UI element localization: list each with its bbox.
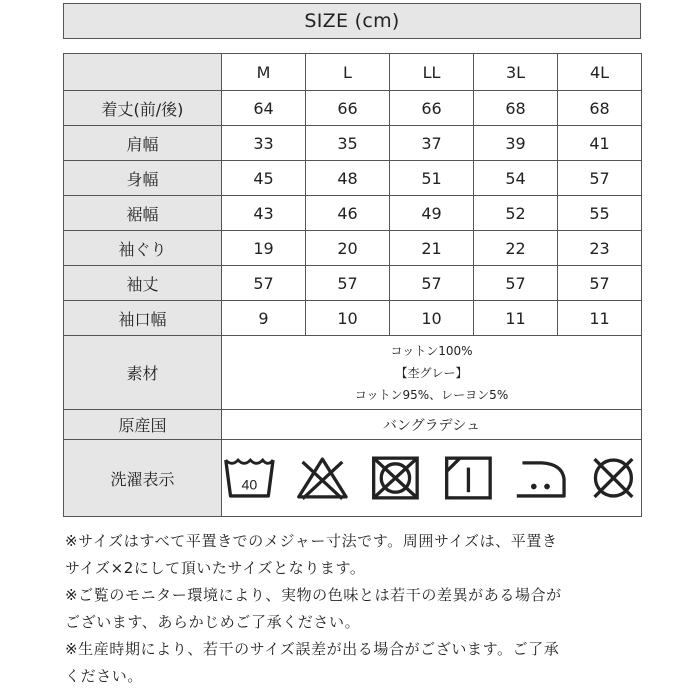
row-label: 身幅	[64, 161, 222, 196]
size-column-header: M	[222, 54, 306, 91]
measurement-cell: 33	[222, 126, 306, 161]
measurement-cell: 43	[222, 196, 306, 231]
material-line: 【杢グレー】	[395, 365, 468, 380]
measurement-cell: 66	[390, 91, 474, 126]
table-row	[64, 126, 642, 161]
no-bleach-icon	[295, 453, 350, 503]
measurement-cell: 57	[474, 266, 558, 301]
measurement-cell: 23	[558, 231, 642, 266]
row-label: 着丈(前/後)	[64, 91, 222, 126]
measurement-cell: 54	[474, 161, 558, 196]
table-row	[64, 301, 642, 336]
measurement-cell: 48	[306, 161, 390, 196]
header-corner-cell	[64, 54, 222, 91]
measurement-cell: 57	[222, 266, 306, 301]
row-label: 裾幅	[64, 196, 222, 231]
measurement-cell: 57	[306, 266, 390, 301]
size-column-header: L	[306, 54, 390, 91]
material-cell	[222, 336, 642, 410]
measurement-cell: 11	[558, 301, 642, 336]
measurement-cell: 37	[390, 126, 474, 161]
row-label: 袖ぐり	[64, 231, 222, 266]
table-row	[64, 161, 642, 196]
table-row	[64, 91, 642, 126]
row-label: 袖丈	[64, 266, 222, 301]
measurement-cell: 64	[222, 91, 306, 126]
measurement-cell: 9	[222, 301, 306, 336]
origin-label: 原産国	[64, 410, 222, 440]
size-column-header: 4L	[558, 54, 642, 91]
measurement-cell: 20	[306, 231, 390, 266]
iron-medium-icon	[513, 453, 568, 503]
material-row	[64, 336, 642, 410]
measurement-cell: 10	[390, 301, 474, 336]
material-line: コットン95%、レーヨン5%	[354, 387, 509, 402]
measurement-cell: 21	[390, 231, 474, 266]
wash-temperature-label: 40	[241, 477, 258, 494]
size-column-header: LL	[390, 54, 474, 91]
table-row	[64, 196, 642, 231]
wash-40-icon	[222, 453, 277, 503]
measurement-cell: 39	[474, 126, 558, 161]
note-line: ございます、あらかじめご了承ください。	[65, 613, 361, 631]
measurement-cell: 68	[474, 91, 558, 126]
size-table	[63, 53, 642, 517]
measurement-cell: 68	[558, 91, 642, 126]
measurement-cell: 45	[222, 161, 306, 196]
row-label: 肩幅	[64, 126, 222, 161]
row-label: 袖口幅	[64, 301, 222, 336]
note-line: ※生産時期により、若干のサイズ誤差が出る場合がございます。ご了承	[65, 640, 560, 658]
size-chart-title: SIZE (cm)	[63, 3, 641, 39]
no-tumble-dry-icon	[368, 453, 423, 503]
no-dry-clean-icon	[586, 453, 641, 503]
table-row	[64, 231, 642, 266]
note-line: ※サイズはすべて平置きでのメジャー寸法です。周囲サイズは、平置き	[65, 532, 558, 550]
note-line: ください。	[65, 667, 144, 685]
care-label: 洗濯表示	[64, 440, 222, 517]
measurement-cell: 49	[390, 196, 474, 231]
material-label: 素材	[64, 336, 222, 410]
measurement-cell: 10	[306, 301, 390, 336]
care-row	[64, 440, 642, 517]
measurement-cell: 35	[306, 126, 390, 161]
size-notes	[65, 528, 645, 690]
measurement-cell: 57	[558, 266, 642, 301]
measurement-cell: 51	[390, 161, 474, 196]
note-line: ※ご覧のモニター環境により、実物の色味とは若干の差異がある場合が	[65, 586, 562, 604]
measurement-cell: 52	[474, 196, 558, 231]
measurement-cell: 22	[474, 231, 558, 266]
measurement-cell: 41	[558, 126, 642, 161]
care-symbols	[222, 440, 642, 517]
note-line: サイズ×2にして頂いたサイズとなります。	[65, 559, 366, 577]
size-header-row	[64, 54, 642, 91]
measurement-cell: 66	[306, 91, 390, 126]
measurement-cell: 46	[306, 196, 390, 231]
measurement-cell: 55	[558, 196, 642, 231]
material-line: コットン100%	[390, 343, 473, 358]
table-row	[64, 266, 642, 301]
measurement-cell: 11	[474, 301, 558, 336]
measurement-cell: 57	[390, 266, 474, 301]
origin-value: バングラデシュ	[222, 410, 642, 440]
line-dry-shade-icon	[441, 453, 496, 503]
origin-row	[64, 410, 642, 440]
measurement-cell: 19	[222, 231, 306, 266]
measurement-cell: 57	[558, 161, 642, 196]
size-column-header: 3L	[474, 54, 558, 91]
